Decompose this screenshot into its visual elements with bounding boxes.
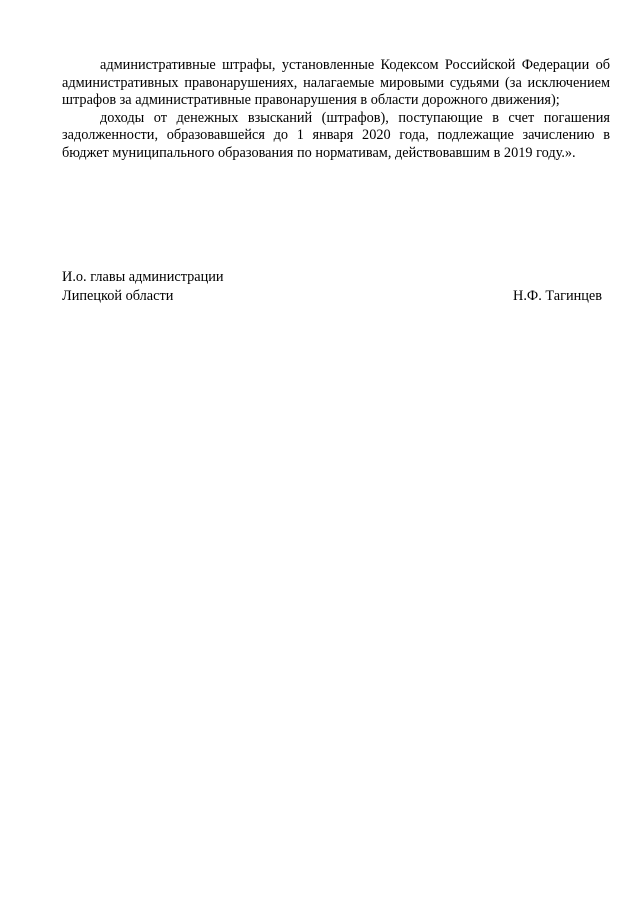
signatory-position-line1: И.о. главы администрации (62, 269, 224, 285)
document-body (62, 57, 610, 163)
signature-block (62, 268, 602, 306)
signatory-position-line2: Липецкой области (62, 288, 174, 304)
signature-row (62, 287, 602, 306)
paragraph-debt-income: доходы от денежных взысканий (штрафов), поступающие в счет погашения задолженности, образовавшейся до 1 января 2020 года, подлежащие зачислению в бюджет муниципального образования по нормативам, действовавшим в 2019 году.». (62, 109, 610, 161)
paragraph-fines: административные штрафы, установленные Кодексом Российской Федерации об административных правонарушениях, налагаемые мировыми судьями (за исключением штрафов за административные правонарушения в области дорожного движения); (62, 57, 610, 109)
signatory-name: Н.Ф. Тагинцев (513, 288, 602, 304)
